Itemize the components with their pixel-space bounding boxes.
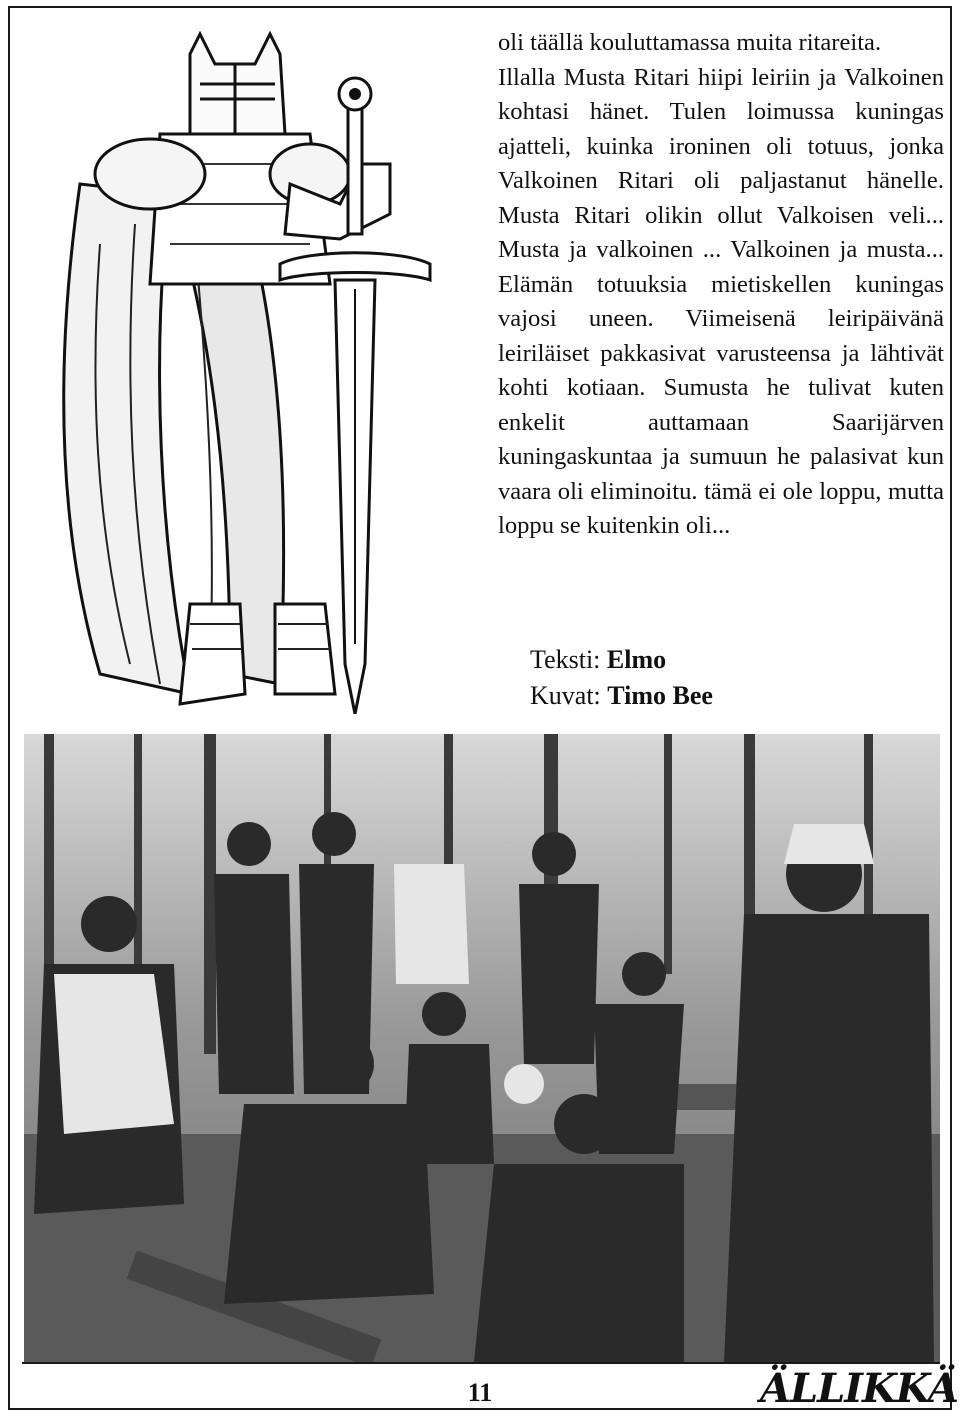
- text-credit-label: Teksti:: [530, 645, 601, 674]
- image-credit-author: Timo Bee: [607, 681, 713, 710]
- image-credit: [530, 678, 713, 714]
- page-number: 11: [467, 1378, 493, 1407]
- text-credit-author: Elmo: [606, 645, 667, 674]
- credits: [530, 642, 713, 714]
- campfire-photo: [24, 734, 940, 1362]
- magazine-logo: ÄLLIKKÄ: [760, 1365, 958, 1412]
- image-credit-label: Kuvat:: [530, 681, 601, 710]
- story-text: [498, 26, 944, 544]
- footer-divider: [22, 1362, 940, 1364]
- story-paragraph: oli täällä kouluttamassa muita ritareita. Illalla Musta Ritari hiipi leiriin ja Valkoinen kohtasi hänet. Tulen loimussa kuningas ajatteli, kuinka ironinen oli totuus, jonka Valkoinen Ritari oli paljastanut hänelle. Musta Ritari olikin ollut Valkoisen veli... Musta ja valkoinen ... Valkoinen ja musta... Elämän totuuksia mietiskellen kuningas vajosi uneen. Viimeisenä leiripäivänä leiriläiset pakkasivat varusteensa ja lähtivät kohti kotiaan. Sumusta he tulivat kuten enkelit auttamaan Saarijärven kuningaskuntaa ja sumuun he palasivat kun vaara oli eliminoitu. tämä ei ole loppu, mutta loppu se kuitenkin oli...: [498, 29, 944, 539]
- knight-illustration: [40, 24, 460, 714]
- text-credit: [530, 642, 713, 678]
